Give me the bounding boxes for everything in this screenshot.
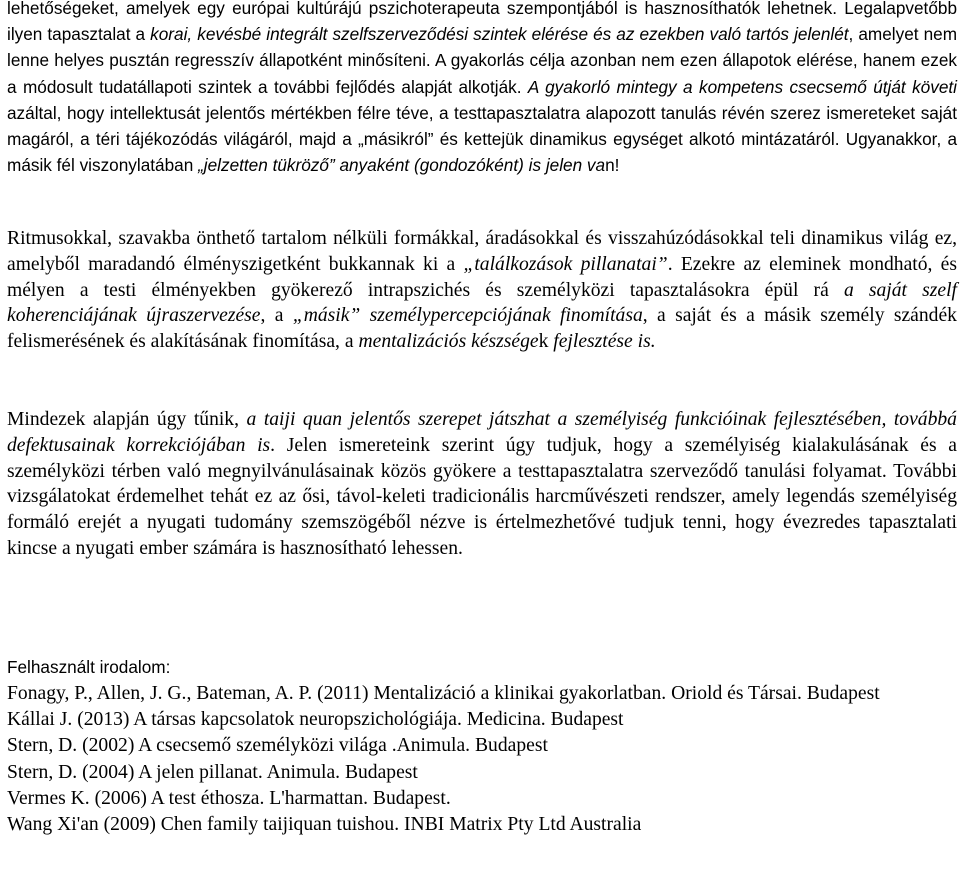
references-heading: Felhasznált irodalom: (7, 657, 171, 677)
p1c-emphasis-1: „találkozások pillanatai” (463, 253, 668, 275)
p2-text-1: Mindezek alapján úgy tűnik, (7, 409, 247, 430)
reference-item: Stern, D. (2002) A csecsemő személyközi világa .Animula. Budapest (7, 735, 548, 757)
p1c-emphasis-4: mentalizációs készsége (358, 331, 539, 353)
body-paragraph-1 (7, 0, 957, 178)
p1c-text-4: , a saját és a másik személy szándék felismerésének és alakításának finomítása, a (7, 305, 957, 353)
p1c-text-5: k (538, 331, 554, 353)
p1-text-1: lehetőségeket, amelyek egy európai kultúrájú pszichoterapeuta szempontjából is hasznosíthatók lehetnek. Legalapvetőbb ilyen tapasztalat a (7, 0, 957, 45)
p1-emphasis-1: korai, kevésbé integrált szelfszerveződési szintek elérése és az ezekben való tartós jelenlét (150, 24, 849, 45)
p1-emphasis-3: „jelzetten tükröző” anyaként (gondozóként) is jelen va (198, 155, 606, 176)
p1-text-3: azáltal, hogy intellektusát jelentős mértékben félre téve, a testtapasztalatra alapozott tanulás révén szerez ismereteket saját magáról, a téri tájékozódás világáról, majd a „másikról” és kettejük dinamikus egységet alkotó mintázatáról. Ugyanakkor, a másik fél viszonylatában (7, 102, 957, 176)
p1c-text-2: . Ezekre az eleminek mondható, és mélyen a testi élményekben gyökerező intrapszichés és személyközi tapasztalásokra épül rá (7, 253, 958, 301)
reference-item: Wang Xi'an (2009) Chen family taijiquan tuishou. INBI Matrix Pty Ltd Australia (7, 814, 642, 836)
p1-text-2: , amelyet nem lenne helyes pusztán regresszív állapotként minősíteni. A gyakorlás célja azonban nem ezen állapotok elérése, hanem ezek a módosult tudatállapoti szintek a további fejlődés alapját alkotják. (7, 24, 958, 97)
reference-item: Stern, D. (2004) A jelen pillanat. Animula. Budapest (7, 761, 418, 783)
p1-text-4: n! (605, 155, 620, 176)
reference-item: Kállai J. (2013) A társas kapcsolatok neuropszichológiája. Medicina. Budapest (7, 709, 624, 731)
p2-emphasis-1: a taiji quan jelentős szerepet játszhat a személyiség funkcióinak fejlesztésében, továbbá defektusainak korrekciójában is (7, 409, 957, 456)
body-paragraph-1-continued (7, 226, 957, 355)
reference-item: Vermes K. (2006) A test éthosza. L'harmattan. Budapest. (7, 787, 451, 809)
p2-text-2: . Jelen ismereteink szerint úgy tudjuk, hogy a személyiség kialakulásának és a személyközi térben való megnyilvánulásainak közös gyökere a testtapasztalatra szerveződő tanulási folyamat. További vizsgálatokat érdemelhet tehát ez az ősi, távol-keleti tradicionális harcművészeti rendszer, amely legendás személyiség formáló erejét a nyugati tudomány szemszögéből nézve is értelmezhetővé tudjuk tenni, hogy évezredes tapasztalati kincse a nyugati ember számára is hasznosítható lehessen. (7, 434, 957, 559)
reference-item: Fonagy, P., Allen, J. G., Bateman, A. P. (2011) Mentalizáció a klinikai gyakorlatban. Oriold és Társai. Budapest (7, 683, 880, 704)
p1c-emphasis-5: fejlesztése is. (553, 331, 656, 353)
references-list (7, 681, 957, 838)
p1c-text-3: , a (260, 305, 293, 327)
p1c-emphasis-3: „másik” személypercepciójának finomítása (292, 305, 643, 327)
p1c-emphasis-2: a saját szelf koherenciájának újraszervezése (7, 279, 957, 327)
p1c-text-1: Ritmusokkal, szavakba önthető tartalom nélküli formákkal, áradásokkal és visszahúzódásokkal teli dinamikus világ ez, amelyből maradandó élményszigetként bukkannak ki a (7, 228, 957, 275)
body-paragraph-2 (7, 407, 957, 562)
p1-emphasis-2: A gyakorló mintegy a kompetens csecsemő útját követi (527, 76, 957, 97)
